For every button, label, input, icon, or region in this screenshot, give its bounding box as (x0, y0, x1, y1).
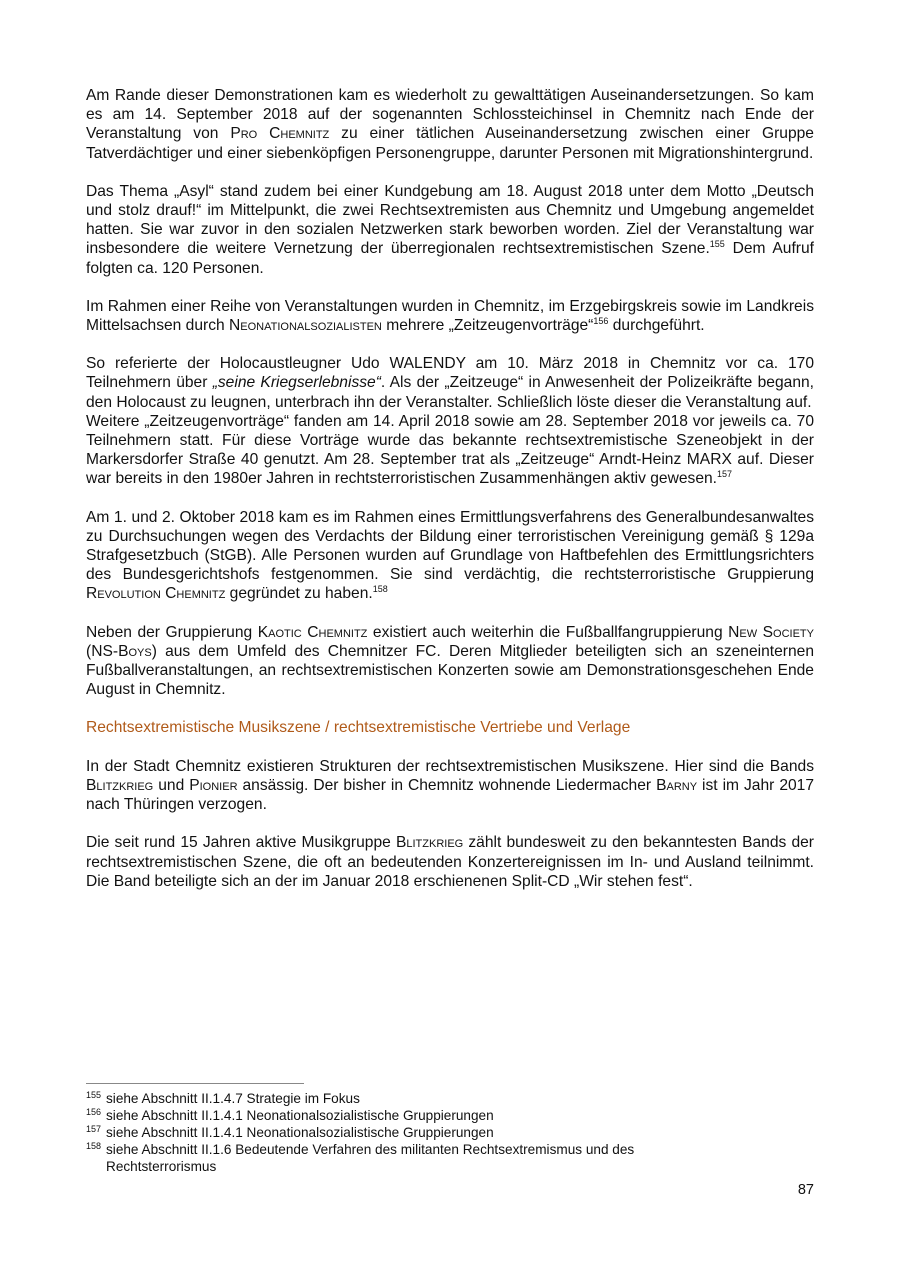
text: ist im Jahr 2017 nach Thüringen verzogen. (86, 776, 815, 814)
text: Die seit rund 15 Jahren aktive Musikgruppe (86, 834, 396, 852)
paragraph-7 (86, 623, 814, 700)
text: existiert auch weiterhin die Fußballfangruppierung (367, 623, 729, 641)
paragraph-9 (86, 833, 814, 891)
text: . Als der „Zeitzeuge“ in Anwesenheit der Polizeikräfte begann, den Holocaust zu leugnen, unterbrach ihn der Veranstalter. Schließlich löste dieser die Veranstaltung auf. (86, 374, 814, 411)
org-name: Revolution Chemnitz (86, 585, 226, 603)
org-name: Neonationalsozialisten (229, 317, 382, 335)
text: mehrere „Zeitzeugenvorträge“ (381, 317, 594, 335)
text: Im Rahmen einer Reihe von Veranstaltungen wurden in Chemnitz, im Erzgebirgskreis sowie im Landkreis Mittelsachsen durch (86, 297, 814, 335)
footnote-text: siehe Abschnitt II.1.4.1 Neonationalsozialistische Gruppierungen (106, 1125, 494, 1140)
org-name: Pro Chemnitz (230, 125, 330, 143)
text: durchgeführt. (608, 317, 705, 335)
text: (NS- (86, 642, 119, 660)
paragraph-4 (86, 354, 814, 412)
footnote-number: 156 (86, 1107, 102, 1117)
text: gegründet zu haben. (225, 585, 373, 603)
org-name: New Society (728, 623, 814, 641)
page-body (86, 86, 814, 891)
text: zu einer tätlichen Auseinandersetzung zwischen einer Gruppe Tatverdächtiger und einer siebenköpfigen Personengruppe, darunter Personen mit Migrationshintergrund. (86, 125, 814, 162)
text: ) aus dem Umfeld des Chemnitzer FC. Deren Mitglieder beteiligten sich an szeneinternen Fußballveranstaltungen, an rechtsextremistischen Konzerten sowie am Demonstrationsgeschehen Ende August in Chemnitz. (86, 642, 814, 699)
text: Am 1. und 2. Oktober 2018 kam es im Rahmen eines Ermittlungsverfahrens des Generalbundesanwaltes zu Durchsuchungen wegen des Verdachts der Bildung einer terroristischen Vereinigung gemäß § 129a Strafgesetzbuch (StGB). Alle Personen wurden auf Grundlage von Haftbefehlen des Ermittlungsrichters des Bundesgerichtshofs festgenommen. Sie sind verdächtig, die rechtsterroristische Gruppierung (86, 508, 814, 584)
text: Am Rande dieser Demonstrationen kam es wiederholt zu gewalttätigen Auseinandersetzungen. So kam es am 14. September 2018 auf der sogenannten Schlossteichinsel in Chemnitz nach Ende der Veranstaltung von (86, 87, 814, 143)
section-heading: Rechtsextremistische Musikszene / rechtsextremistische Vertriebe und Verlage (86, 719, 631, 737)
paragraph-6 (86, 508, 814, 604)
paragraph-1 (86, 86, 814, 163)
footnote-ref[interactable]: 157 (717, 469, 733, 480)
footnote-text: siehe Abschnitt II.1.6 Bedeutende Verfahren des militanten Rechtsextremismus und des Rechtsterrorismus (106, 1142, 635, 1174)
paragraph-2 (86, 182, 814, 278)
org-name: Kaotic Chemnitz (257, 623, 368, 641)
footnote-number: 158 (86, 1141, 102, 1151)
text: zählt bundesweit zu den bekanntesten Bands der rechtsextremistischen Szene, die oft an bedeutenden Konzertereignissen im In- und Ausland teilnimmt. Die Band beteiligte sich an der im Januar 2018 erschienenen Split-CD „Wir stehen fest“. (86, 834, 814, 890)
text: und (153, 776, 190, 794)
footnotes (86, 1083, 726, 1175)
footnote (86, 1124, 726, 1141)
footnote-ref[interactable]: 155 (709, 239, 725, 250)
paragraph-3 (86, 297, 814, 335)
text: So referierte der Holocaustleugner Udo WALENDY am 10. März 2018 in Chemnitz vor ca. 170 Teilnehmern über (86, 355, 814, 392)
footnote (86, 1090, 726, 1107)
text: In der Stadt Chemnitz existieren Strukturen der rechtsextremistischen Musikszene. Hier sind die Bands (86, 757, 814, 775)
text: Neben der Gruppierung (86, 623, 258, 641)
footnote-ref[interactable]: 156 (593, 316, 609, 327)
footnote-number: 157 (86, 1124, 102, 1134)
text: Dem Aufruf folgten ca. 120 Personen. (86, 240, 814, 277)
text: ansässig. Der bisher in Chemnitz wohnende Liedermacher (237, 776, 657, 794)
artist-name: Barny (656, 776, 698, 794)
quote: „seine Kriegserlebnisse“ (212, 374, 381, 392)
footnote-ref[interactable]: 158 (372, 584, 388, 595)
paragraph-8 (86, 757, 814, 815)
footnote-text: siehe Abschnitt II.1.4.1 Neonationalsozialistische Gruppierungen (106, 1108, 494, 1123)
text: Weitere „Zeitzeugenvorträge“ fanden am 14. April 2018 sowie am 28. September 2018 vor jeweils ca. 70 Teilnehmern statt. Für diese Vorträge wurde das bekannte rechtsextremistische Szeneobjekt in der Markersdorfer Straße 40 genutzt. Am 28. September trat als „Zeitzeuge“ Arndt-Heinz MARX auf. Dieser war bereits in den 1980er Jahren in rechtsterroristischen Zusammenhängen aktiv gewesen. (86, 412, 814, 488)
footnote-number: 155 (86, 1090, 102, 1100)
band-name: Blitzkrieg (86, 776, 154, 794)
band-name: Pionier (189, 776, 238, 794)
text: Das Thema „Asyl“ stand zudem bei einer Kundgebung am 18. August 2018 unter dem Motto „Deutsch und stolz drauf!“ im Mittelpunkt, die zwei Rechtsextremisten aus Chemnitz und Umgebung angemeldet hatten. Sie war zuvor in den sozialen Netzwerken stark beworben worden. Ziel der Veranstaltung war insbesondere die weitere Vernetzung der überregionalen rechtsextremistischen Szene. (86, 182, 814, 258)
paragraph-5 (86, 412, 814, 489)
org-name: Boys (118, 642, 152, 660)
footnote (86, 1107, 726, 1124)
band-name: Blitzkrieg (395, 834, 464, 852)
page-number: 87 (797, 1182, 814, 1198)
footnote-divider (86, 1083, 304, 1084)
footnote (86, 1141, 726, 1175)
footnote-text: siehe Abschnitt II.1.4.7 Strategie im Fokus (106, 1091, 360, 1106)
